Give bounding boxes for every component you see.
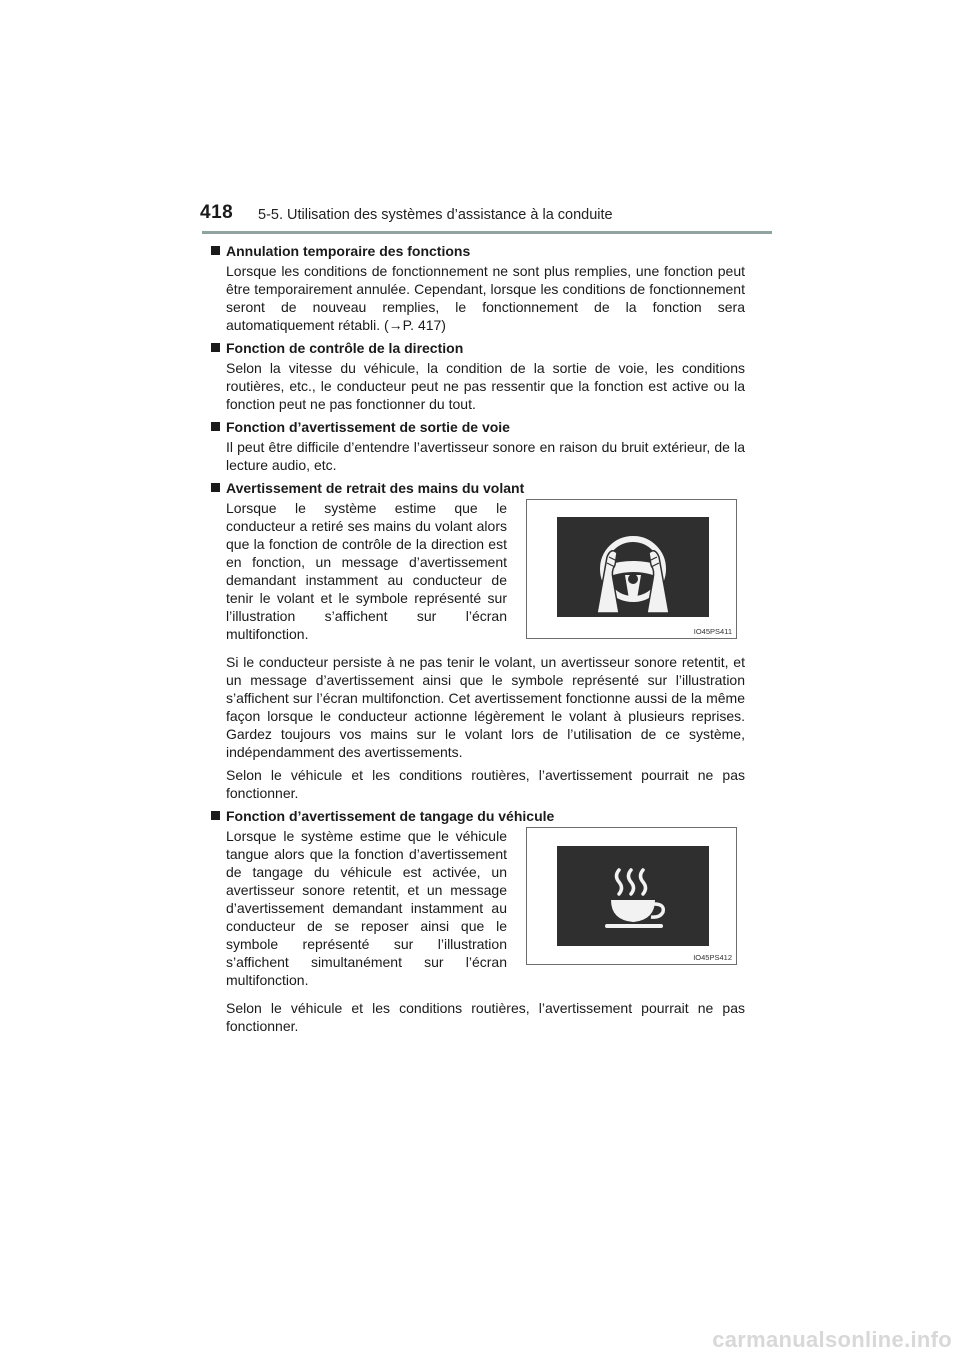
section-body: Selon le véhicule et les conditions routières, l’avertissement pourrait ne pas fonctionner.: [226, 1000, 745, 1034]
section-heading: [210, 242, 745, 260]
text-with-figure: [226, 827, 745, 993]
coffee-cup-icon: [557, 846, 709, 946]
square-bullet-icon: [211, 483, 220, 492]
square-bullet-icon: [211, 343, 220, 352]
page-number: 418: [200, 202, 234, 223]
page-header: [0, 0, 960, 240]
watermark: carmanualsonline.info: [712, 1327, 952, 1352]
page-content: [210, 242, 745, 1040]
section-title: 5-5. Utilisation des systèmes d’assistance à la conduite: [258, 207, 613, 223]
section-heading: [210, 418, 745, 436]
figure-code: IO45PS411: [693, 627, 732, 636]
figure-code: IO45PS412: [693, 953, 732, 962]
section-heading: [210, 807, 745, 825]
text-with-figure: [226, 499, 745, 647]
header-divider: [202, 231, 772, 234]
section-body: Si le conducteur persiste à ne pas tenir le volant, un avertisseur sonore retentit, et un message d’avertissement ainsi que le symbole représenté sur l’illustration s’affichent sur l’écran multifonction. Cet avertissement fonctionne aussi de la même façon lorsque le conducteur actionne légèrement le volant à plusieurs reprises. Gardez toujours vos mains sur le volant lors de l’utilisation de ce système, indépendamment des avertissements.: [226, 654, 745, 760]
figure-hands-off-warning: [526, 499, 737, 639]
section-heading: [210, 479, 745, 497]
heading-text: Fonction d’avertissement de tangage du véhicule: [226, 808, 555, 824]
section-body: Lorsque le système estime que le conducteur a retiré ses mains du volant alors que la fonction de contrôle de la direction est en fonction, un message d’avertissement demandant instamment au conducteur de tenir le volant et le symbole représenté sur l’illustration s’affichent sur l’écran multifonction.: [226, 500, 507, 642]
section-heading: [210, 339, 745, 357]
hands-on-steering-wheel-icon: [557, 517, 709, 617]
multi-info-display: [557, 846, 709, 946]
section-body: Il peut être difficile d’entendre l’avertisseur sonore en raison du bruit extérieur, de la lecture audio, etc.: [226, 439, 745, 473]
square-bullet-icon: [211, 246, 220, 255]
heading-text: Fonction de contrôle de la direction: [226, 340, 464, 356]
square-bullet-icon: [211, 811, 220, 820]
heading-text: Annulation temporaire des fonctions: [226, 243, 471, 259]
section-body: Selon le véhicule et les conditions routières, l’avertissement pourrait ne pas fonctionner.: [226, 767, 745, 801]
section-body: Lorsque le système estime que le véhicule tangue alors que la fonction d’avertissement de tangage du véhicule est activée, un avertisseur sonore retentit, et un message d’avertissement demandant instamment au conducteur de se reposer ainsi que le symbole représenté sur l’illustration s’affichent simultanément sur l’écran multifonction.: [226, 828, 507, 988]
multi-info-display: [557, 517, 709, 617]
heading-text: Fonction d’avertissement de sortie de voie: [226, 419, 510, 435]
heading-text: Avertissement de retrait des mains du volant: [226, 480, 525, 496]
square-bullet-icon: [211, 422, 220, 431]
section-body: Lorsque les conditions de fonctionnement ne sont plus remplies, une fonction peut être temporairement annulée. Cependant, lorsque les conditions de fonctionnement seront de nouveau remplies, le fonctionnement de la fonction sera automatiquement rétabli. (→P. 417): [226, 263, 745, 333]
section-body: Selon la vitesse du véhicule, la condition de la sortie de voie, les conditions routières, etc., le conducteur peut ne pas ressentir que la fonction est active ou la fonction peut ne pas fonctionner du tout.: [226, 360, 745, 412]
figure-fatigue-warning: [526, 827, 737, 965]
